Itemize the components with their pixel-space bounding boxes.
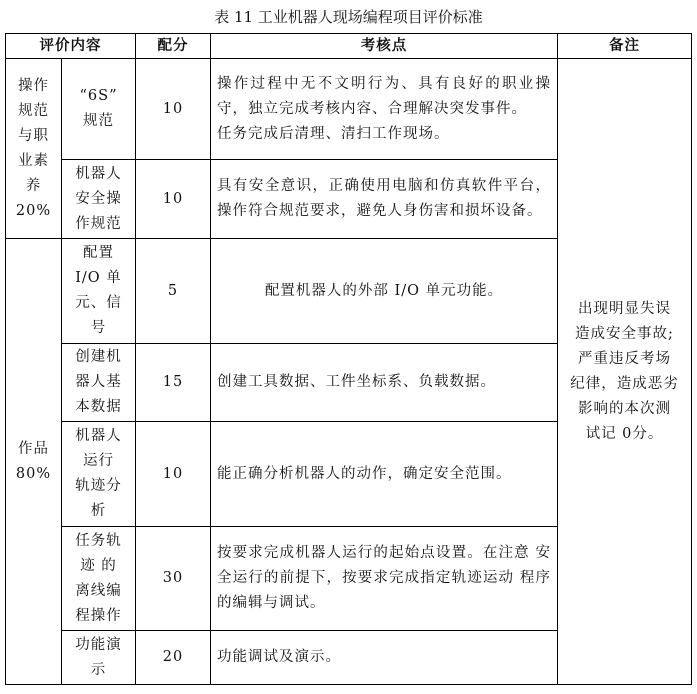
score-cell: 30	[136, 527, 211, 631]
item-cell: 创建机 器人基 本数据	[62, 344, 136, 422]
points-cell: 具有安全意识，正确使用电脑和仿真软件平台，操作符合规范要求，避免人身伤害和损坏设备。	[211, 160, 558, 239]
table-caption: 表 11 工业机器人现场编程项目评价标准	[214, 8, 483, 26]
points-cell: 配置机器人的外部 I/O 单元功能。	[211, 239, 558, 344]
header-remark: 备注	[558, 34, 692, 59]
points-cell: 按要求完成机器人运行的起始点设置。在注意 安全运行的前提下，按要求完成指定轨迹运动 程序的编辑与调试。	[211, 527, 558, 631]
points-cell: 能正确分析机器人的动作，确定安全范围。	[211, 422, 558, 527]
category-professional: 操作 规范 与职 业素 养 20%	[6, 59, 62, 239]
evaluation-table	[5, 33, 692, 685]
header-content: 评价内容	[6, 34, 136, 59]
score-cell: 10	[136, 422, 211, 527]
item-cell: 配置 I/O 单 元、信 号	[62, 239, 136, 344]
item-cell: 机器人 运行 轨迹分 析	[62, 422, 136, 527]
header-score: 配分	[136, 34, 211, 59]
header-row	[6, 34, 692, 59]
category-work: 作品 80%	[6, 239, 62, 685]
remark-cell: 出现明显失误 造成安全事故; 严重违反考场 纪律，造成恶劣 影响的本次测 试记 0分。	[558, 59, 692, 685]
score-cell: 15	[136, 344, 211, 422]
score-cell: 10	[136, 59, 211, 160]
score-cell: 5	[136, 239, 211, 344]
table-row	[6, 59, 692, 160]
points-cell: 功能调试及演示。	[211, 631, 558, 685]
item-cell: 任务轨 迹 的 离线编 程操作	[62, 527, 136, 631]
score-cell: 10	[136, 160, 211, 239]
points-cell: 创建工具数据、工件坐标系、负载数据。	[211, 344, 558, 422]
score-cell: 20	[136, 631, 211, 685]
item-cell: 机器人 安全操 作规范	[62, 160, 136, 239]
item-cell: 功能演 示	[62, 631, 136, 685]
points-cell: 操作过程中无不文明行为、具有良好的职业操守，独立完成考核内容、合理解决突发事件。 任务完成后清理、清扫工作现场。	[211, 59, 558, 160]
header-points: 考核点	[211, 34, 558, 59]
item-cell: “6S” 规范	[62, 59, 136, 160]
